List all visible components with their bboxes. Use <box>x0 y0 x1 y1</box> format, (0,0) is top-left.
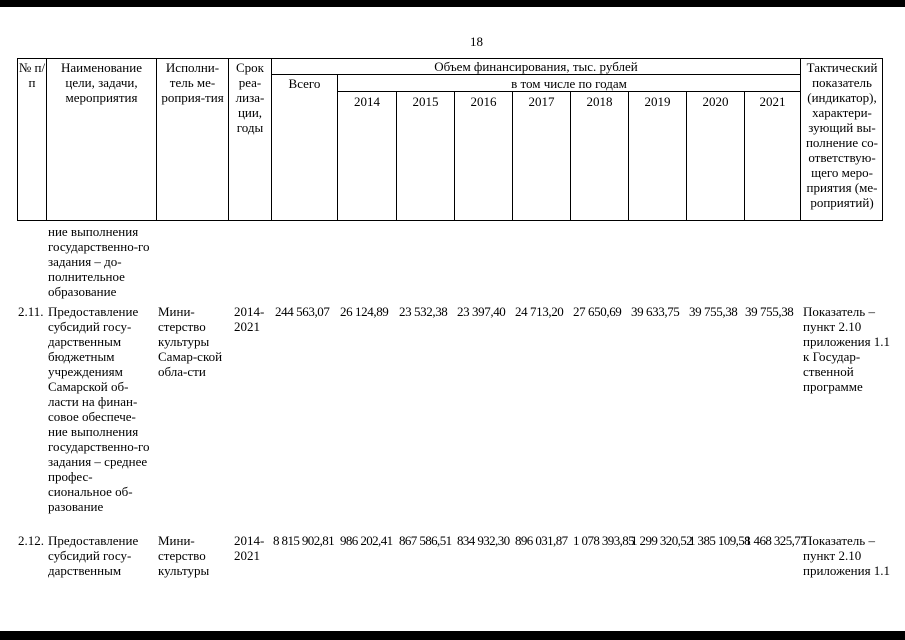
row-number: 2.11. <box>18 304 44 319</box>
header-year: 2019 <box>644 94 671 109</box>
header-executor: Исполни-тель ме-роприя-тия <box>161 60 224 105</box>
header-year: 2018 <box>586 94 613 109</box>
table-header <box>17 58 883 221</box>
header-year: 2017 <box>528 94 555 109</box>
header-year: 2015 <box>412 94 439 109</box>
row-executor: Мини-стерство культуры Самар-ской обла-сти <box>158 304 223 379</box>
row-indicator: Показатель – пункт 2.10 приложения 1.1 к Государ-ственной программе <box>803 304 891 394</box>
row-name: Предоставление субсидий госу-дарственным <box>48 533 139 578</box>
row-value: 26 124,89 <box>340 304 389 319</box>
bottom-border <box>0 631 905 640</box>
row-term: 2014-2021 <box>234 533 265 563</box>
row-value: 986 202,41 <box>340 533 393 548</box>
continuation-text: ние выполнения государственно-го задания – до-полнительное образование <box>48 224 150 299</box>
row-value: 896 031,87 <box>515 533 568 548</box>
row-value: 1 299 320,52 <box>631 533 693 548</box>
header-name: Наименование цели, задачи, мероприятия <box>61 60 142 105</box>
row-value: 1 468 325,77 <box>745 533 807 548</box>
row-value: 39 633,75 <box>631 304 680 319</box>
row-value: 23 397,40 <box>457 304 506 319</box>
row-total: 8 815 902,81 <box>273 533 335 548</box>
header-year: 2021 <box>759 94 786 109</box>
row-executor: Мини-стерство культуры <box>158 533 210 578</box>
header-year: 2020 <box>702 94 729 109</box>
header-year: 2016 <box>470 94 497 109</box>
header-funding-title: Объем финансирования, тыс. рублей <box>434 59 638 74</box>
header-by-years: в том числе по годам <box>511 76 627 91</box>
row-total: 244 563,07 <box>275 304 330 319</box>
row-value: 23 532,38 <box>399 304 448 319</box>
row-value: 39 755,38 <box>689 304 738 319</box>
row-value: 27 650,69 <box>573 304 622 319</box>
row-term: 2014-2021 <box>234 304 265 334</box>
header-total: Всего <box>288 76 321 91</box>
row-name: Предоставление субсидий госу-дарственным бюджетным учреждениям Самарской об-ласти на финан-совое обеспече-ние выполнения государственно-го задания – среднее профес-сиональное об-разование <box>48 304 150 514</box>
row-number: 2.12. <box>18 533 44 548</box>
header-num: № п/п <box>18 60 46 90</box>
row-value: 39 755,38 <box>745 304 794 319</box>
row-indicator: Показатель – пункт 2.10 приложения 1.1 <box>803 533 891 578</box>
header-term: Срок реа-лиза-ции, годы <box>235 60 265 135</box>
page-number: 18 <box>470 34 483 49</box>
row-value: 24 713,20 <box>515 304 564 319</box>
row-value: 834 932,30 <box>457 533 510 548</box>
row-value: 1 078 393,85 <box>573 533 635 548</box>
top-border <box>0 0 905 7</box>
row-value: 1 385 109,58 <box>689 533 751 548</box>
header-year: 2014 <box>354 94 380 109</box>
row-value: 867 586,51 <box>399 533 452 548</box>
header-indicator: Тактический показатель (индикатор), характери-зующий вы-полнение со-ответствую-щего меро-приятия (ме-роприятий) <box>805 60 879 210</box>
